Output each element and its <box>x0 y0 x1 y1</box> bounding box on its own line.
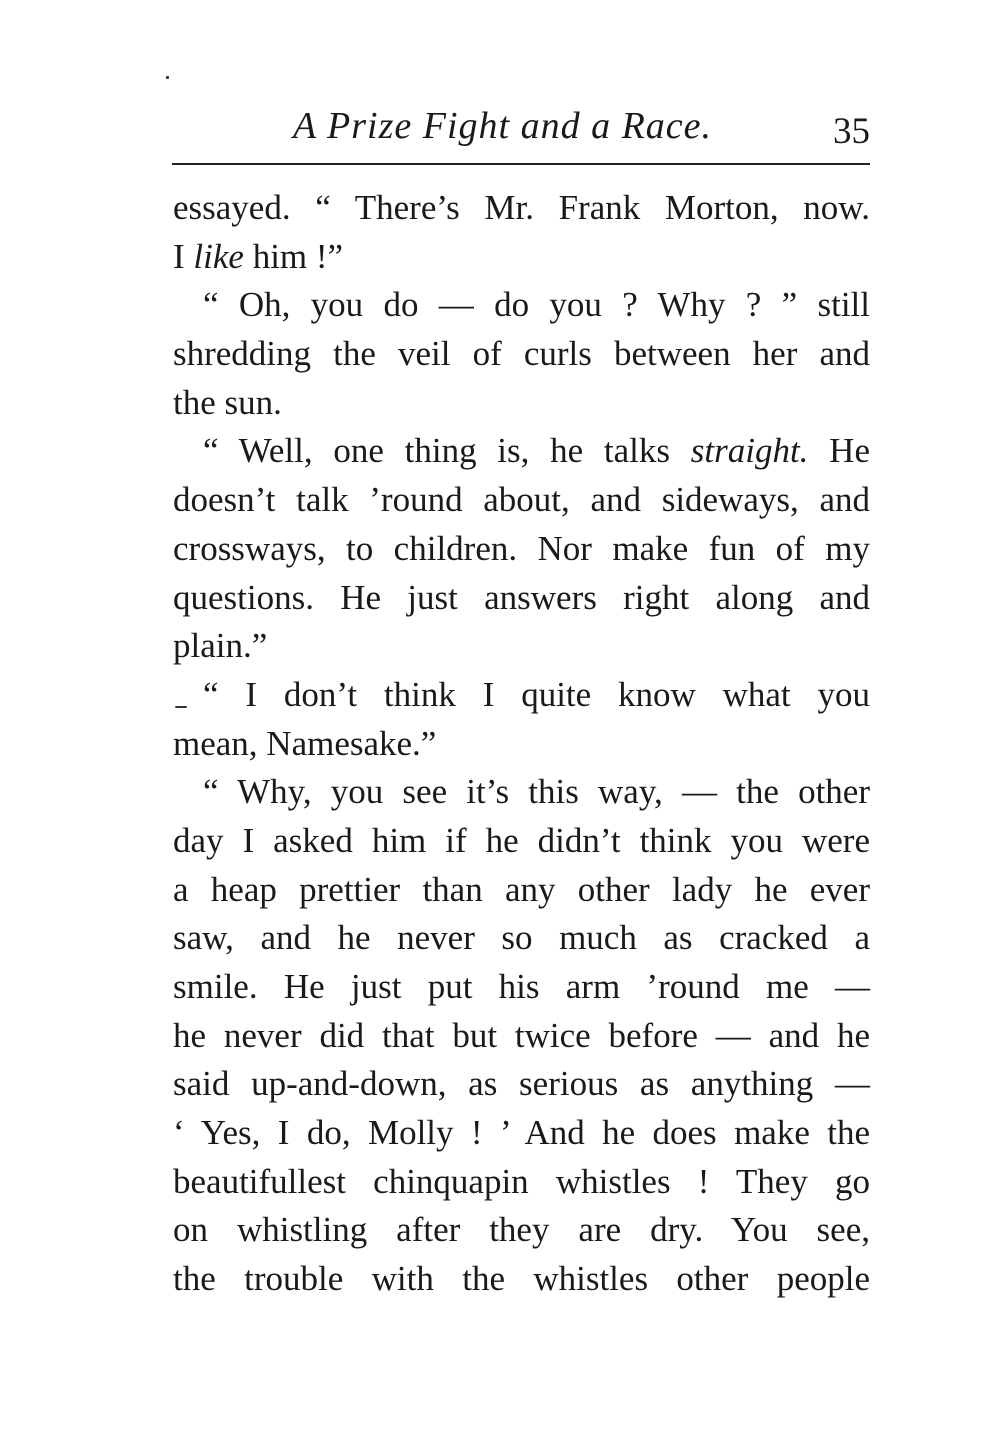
text-line: mean, Namesake.” <box>173 723 437 763</box>
header-rule <box>172 163 870 165</box>
text-line: essayed. “ There’s Mr. Frank Morton, now. <box>173 188 870 227</box>
text-line: shredding the veil of curls between her and <box>173 334 870 374</box>
text-line: on whistling after they are dry. You see, <box>173 1210 870 1250</box>
line-text-segment: him !” <box>243 236 344 276</box>
text-line: he never did that but twice before — and he <box>173 1015 870 1055</box>
text-line: the sun. <box>173 382 282 422</box>
text-line: doesn’t talk ’round about, and sideways, and <box>173 480 870 520</box>
line-text-segment: He <box>808 431 870 471</box>
line-text-segment: “ Well, one thing is, he talks <box>203 431 691 471</box>
ink-speck <box>166 76 169 79</box>
running-title: A Prize Fight and a Race. <box>293 105 713 147</box>
text-line: “ I don’t think I quite know what you <box>203 674 870 714</box>
text-line: day I asked him if he didn’t think you were <box>173 820 870 860</box>
text-line: smile. He just put his arm ’round me — <box>173 967 870 1006</box>
body-text <box>173 184 870 1304</box>
line-text-segment: I <box>173 236 194 276</box>
page-number: 35 <box>833 111 870 152</box>
text-line: saw, and he never so much as cracked a <box>173 918 870 958</box>
text-line: crossways, to children. Nor make fun of my <box>173 528 870 568</box>
text-line: questions. He just answers right along and <box>173 577 870 617</box>
text-line: ‘ Yes, I do, Molly ! ’ And he does make the <box>173 1113 870 1153</box>
text-line <box>173 427 870 476</box>
text-line: beautifullest chinquapin whistles ! They go <box>173 1161 870 1201</box>
italic-word: like <box>193 236 244 276</box>
text-line: “ Oh, you do — do you ? Why ? ” still <box>203 285 870 325</box>
text-line: “ Why, you see it’s this way, — the other <box>203 772 870 812</box>
italic-word: straight. <box>690 431 809 471</box>
page-header <box>173 104 870 156</box>
text-line: said up-and-down, as serious as anything — <box>173 1064 870 1104</box>
text-line <box>173 233 870 282</box>
text-line: a heap prettier than any other lady he ever <box>173 869 870 909</box>
text-line: the trouble with the whistles other people <box>173 1259 870 1299</box>
text-line: plain.” <box>173 626 268 666</box>
